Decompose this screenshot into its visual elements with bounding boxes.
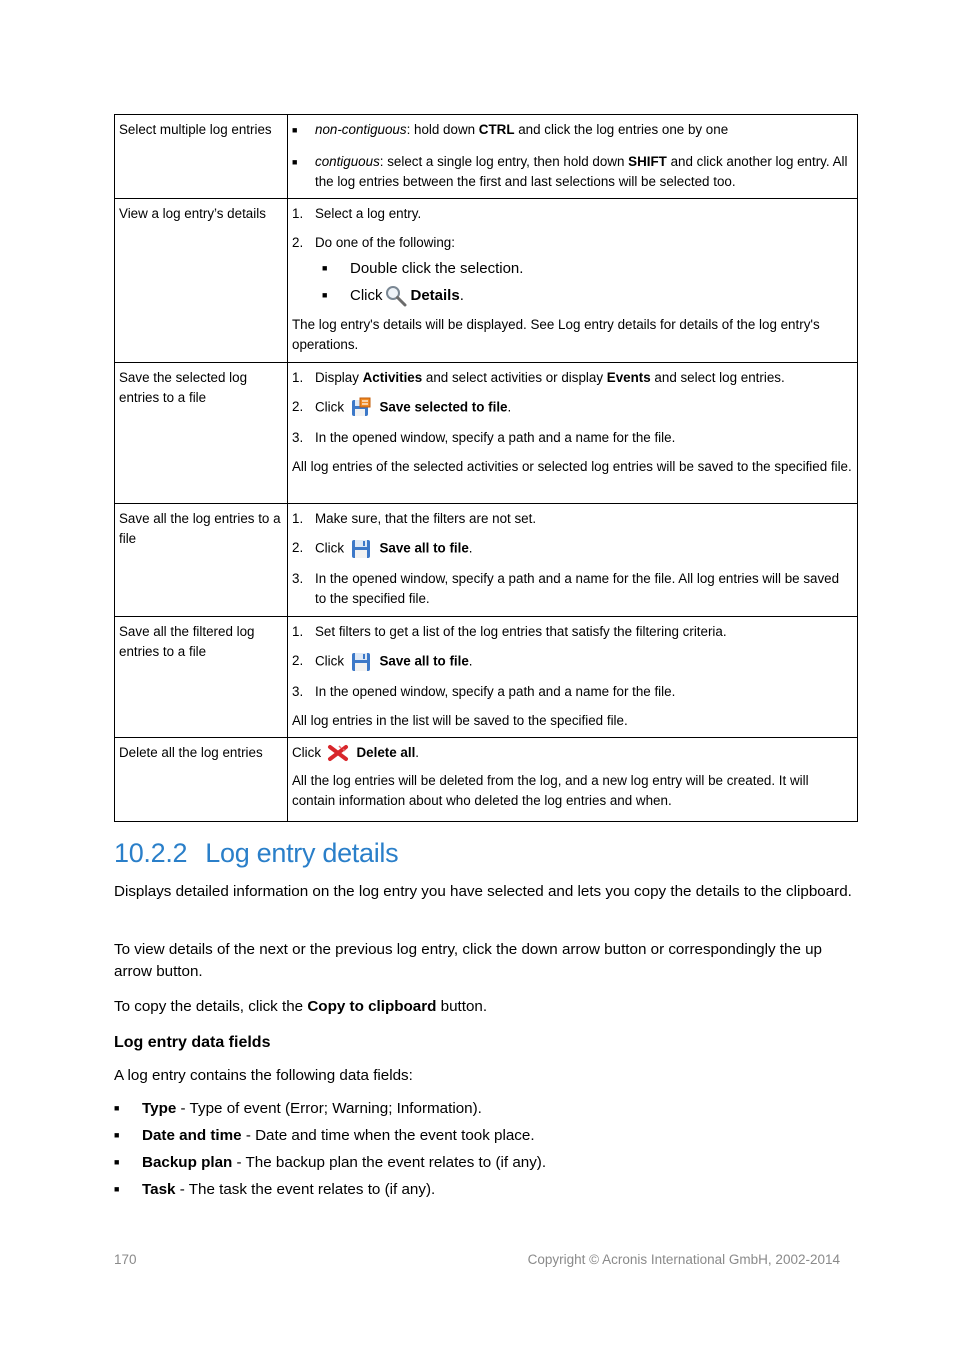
row-description [288, 738, 858, 822]
row-label: Save the selected log entries to a file [115, 363, 288, 504]
row-note: All log entries in the list will be saved to the specified file. [292, 713, 628, 728]
bullet-icon: ■ [292, 125, 298, 135]
bullet-icon: ■ [114, 1184, 120, 1194]
bullet-icon: ■ [322, 290, 328, 300]
data-fields-list [114, 1098, 546, 1206]
step-item: 1. Make sure, that the filters are not set. [292, 511, 537, 526]
list-item: ■ Click Details . [322, 282, 853, 309]
table-row [115, 363, 858, 504]
bullet-icon: ■ [114, 1130, 120, 1140]
page-number: 170 [114, 1252, 137, 1267]
list-item: ■ Task - The task the event relates to (if any). [114, 1179, 546, 1201]
step-item: 1. Display Activities and select activities or display Events and select log entries. [292, 370, 785, 385]
bullet-icon: ■ [114, 1157, 120, 1167]
row-label: Delete all the log entries [115, 738, 288, 822]
row-note: All the log entries will be deleted from the log, and a new log entry will be created. It will contain information about who deleted the log entries and when. [292, 773, 809, 808]
step-item: 3. In the opened window, specify a path and a name for the file. [292, 430, 676, 445]
paragraph: To view details of the next or the previous log entry, click the down arrow button or correspondingly the up arrow button. [114, 941, 823, 980]
table-row [115, 504, 858, 617]
step-item: 1. Set filters to get a list of the log entries that satisfy the filtering criteria. [292, 624, 727, 639]
step-item: 2. Click Save selected to file. [292, 397, 853, 419]
list-item: ■ Double click the selection. [322, 255, 853, 282]
sub-list [322, 255, 853, 309]
table-row [115, 738, 858, 822]
operations-table [114, 114, 858, 822]
row-label: Select multiple log entries [115, 115, 288, 199]
table-row [115, 115, 858, 199]
row-label: Save all the log entries to a file [115, 504, 288, 617]
step-item: 2. Do one of the following: [292, 235, 455, 250]
paragraph: A log entry contains the following data fields: [114, 1067, 413, 1084]
save-selected-icon [350, 397, 372, 419]
row-description [288, 617, 858, 738]
step-item: 2. Click Save all to file. [292, 538, 853, 560]
list-item: ■ Type - Type of event (Error; Warning; Information). [114, 1098, 546, 1120]
row-description [288, 504, 858, 617]
magnifier-icon [385, 285, 407, 307]
list-item: ■ Date and time - Date and time when the event took place. [114, 1125, 546, 1147]
step-item: 2. Click Save all to file. [292, 651, 853, 673]
list-item: ■ contiguous: select a single log entry, then hold down SHIFT and click another log entry. All the log entries between the first and last selections will be selected too. [292, 152, 853, 192]
row-label: Save all the filtered log entries to a file [115, 617, 288, 738]
delete-icon [327, 744, 349, 762]
delete-instruction: Click Delete all. [292, 743, 853, 763]
bullet-icon: ■ [292, 157, 298, 167]
list-item: ■ Backup plan - The backup plan the event relates to (if any). [114, 1152, 546, 1174]
paragraph: Displays detailed information on the log entry you have selected and lets you copy the details to the clipboard. [114, 883, 852, 900]
table-row [115, 617, 858, 738]
floppy-disk-icon [350, 538, 372, 560]
row-note: All log entries of the selected activities or selected log entries will be saved to the specified file. [292, 459, 852, 474]
row-description [288, 199, 858, 363]
list-item: ■ non-contiguous: hold down CTRL and click the log entries one by one [292, 120, 853, 140]
row-label: View a log entry’s details [115, 199, 288, 363]
copyright: Copyright © Acronis International GmbH, 2002-2014 [527, 1252, 840, 1267]
subheading: Log entry data fields [114, 1034, 271, 1051]
step-item: 3. In the opened window, specify a path and a name for the file. All log entries will be saved to the specified file. [292, 571, 840, 606]
row-note: The log entry's details will be displayed. See Log entry details for details of the log entry's operations. [292, 317, 820, 352]
table-row [115, 199, 858, 363]
row-description [288, 115, 858, 199]
floppy-disk-icon [350, 651, 372, 673]
bullet-icon: ■ [322, 263, 328, 273]
row-description [288, 363, 858, 504]
section-heading: 10.2.2 Log entry details [114, 838, 399, 868]
paragraph: To copy the details, click the Copy to clipboard button. [114, 998, 488, 1015]
step-item: 1. Select a log entry. [292, 206, 422, 221]
bullet-icon: ■ [114, 1103, 120, 1113]
step-item: 3. In the opened window, specify a path and a name for the file. [292, 684, 676, 699]
